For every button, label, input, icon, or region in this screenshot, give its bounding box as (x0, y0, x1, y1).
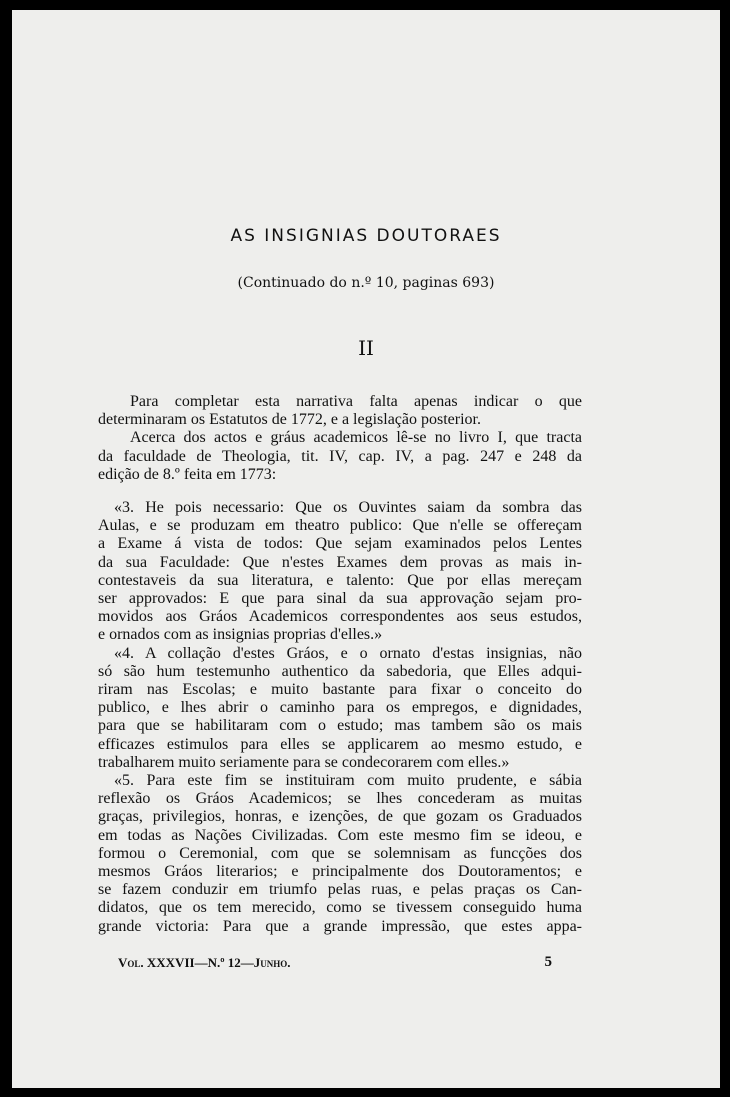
text-line: efficazes estimulos para elles se applicarem ao mesmo estudo, e (98, 735, 582, 753)
text-line: movidos aos Gráos Academicos correspondentes aos seus estudos, (98, 608, 582, 626)
text-line: contestaveis da sua literatura, e talento: Que por ellas mereçam (98, 571, 582, 589)
text-line: se fazem conduzir em triumfo pelas ruas, e pelas praças os Can- (98, 881, 582, 899)
text-line: «3. He pois necessario: Que os Ouvintes saiam da sombra das (114, 499, 582, 517)
text-line: e ornados com as insignias proprias d'elles.» (98, 626, 383, 644)
section-number: II (358, 336, 374, 360)
text-line: reflexão os Gráos Academicos; se lhes concederam as muitas (98, 790, 582, 808)
text-line: em todas as Nações Civilizadas. Com este mesmo fim se ideou, e (98, 826, 582, 844)
document-page (12, 10, 720, 1088)
text-line: didatos, que os tem merecido, como se tivessem conseguido huma (98, 899, 582, 917)
body-text (98, 393, 582, 936)
text-line: mesmos Gráos literarios; e principalmente dos Doutoramentos; e (98, 863, 582, 881)
text-line: a Exame á vista de todos: Que sejam examinados pelos Lentes (98, 535, 582, 553)
text-line: publico, e lhes abrir o caminho para os empregos, e dignidades, (98, 699, 582, 717)
text-line: edição de 8.º feita em 1773: (98, 465, 277, 483)
text-line: graças, privilegios, honras, e izenções, de que gozam os Graduados (98, 808, 582, 826)
text-line: Aulas, e se produzam em theatro publico: Que n'elle se offereçam (98, 517, 582, 535)
volume-info: Vol. XXXVII—N.º 12—Junho. (118, 955, 291, 970)
text-line: Para completar esta narrativa falta apenas indicar o que (130, 393, 582, 410)
text-line: riram nas Escolas; e muito bastante para fixar o conceito do (98, 681, 582, 699)
text-line: ser approvados: E que para sinal da sua approvação sejam pro- (98, 590, 582, 608)
page-footer (118, 955, 552, 971)
text-line: Acerca dos actos e gráus academicos lê-se no livro I, que tracta (130, 429, 582, 447)
text-line: «4. A collação d'estes Gráos, e o ornato d'estas insignias, não (114, 644, 582, 662)
text-line: para que se habilitaram com o estudo; mas tambem são os mais (98, 717, 582, 735)
text-line: determinaram os Estatutos de 1772, e a legislação posterior. (98, 411, 481, 429)
continuation-note: (Continuado do n.º 10, paginas 693) (237, 275, 495, 291)
text-line: só são hum testemunho authentico da sabedoria, que Elles adqui- (98, 662, 582, 680)
text-line: formou o Ceremonial, com que se solemnisam as funcções dos (98, 844, 582, 862)
text-line: trabalharem muito seriamente para se condecorarem com elles.» (98, 753, 510, 771)
text-line: «5. Para este fim se instituiram com muito prudente, e sábia (114, 772, 582, 790)
article-title: AS INSIGNIAS DOUTORAES (230, 226, 502, 246)
text-line: da sua Faculdade: Que n'estes Exames dem provas as mais in- (98, 553, 582, 571)
text-line: grande victoria: Para que a grande impressão, que estes appa- (98, 917, 582, 935)
page-number: 5 (544, 954, 552, 970)
text-line: da faculdade de Theologia, tit. IV, cap. IV, a pag. 247 e 248 da (98, 447, 582, 465)
